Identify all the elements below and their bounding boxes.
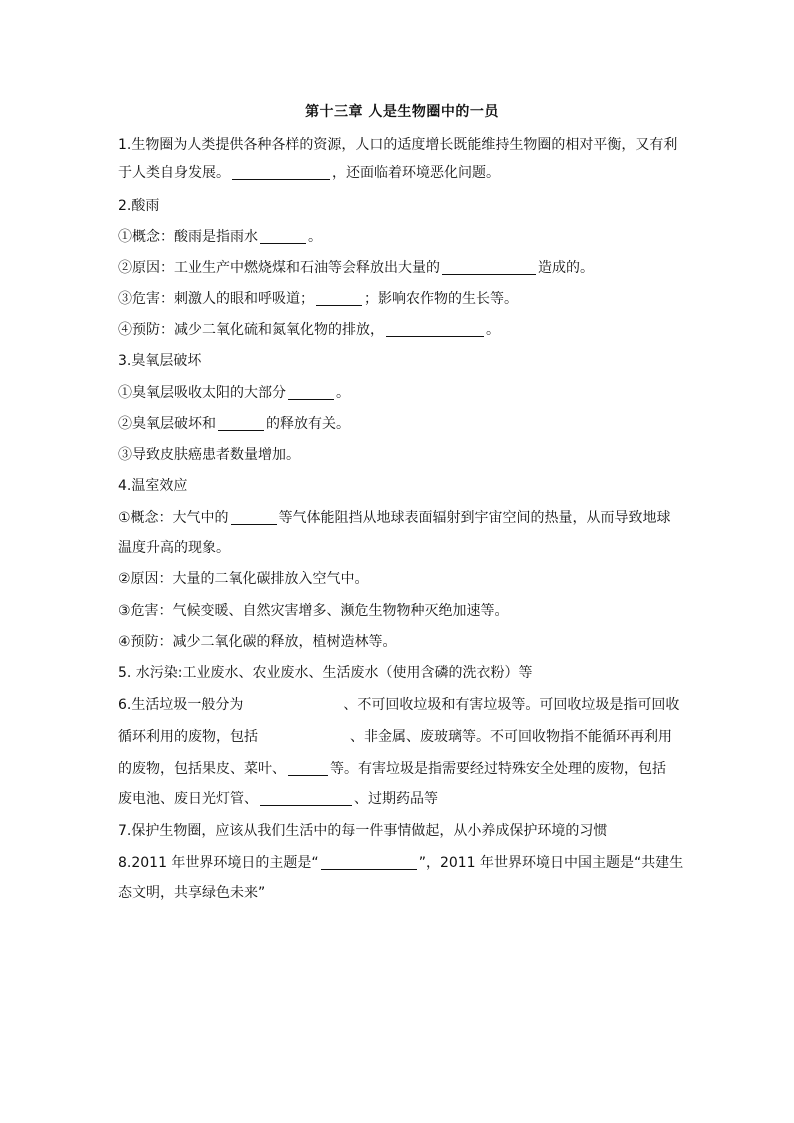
section-4-item-3: ③危害：气候变暖、自然灾害增多、濒危生物物种灭绝加速等。 <box>118 603 509 619</box>
section-4-item-1-cont: 温度升高的现象。 <box>118 540 230 556</box>
section-7-text: 7.保护生物圈，应该从我们生活中的每一件事情做起，从小养成保护环境的习惯 <box>118 823 608 839</box>
section-6-line-4: 废电池、废日光灯管、 、过期药品等 <box>118 791 438 807</box>
section-4-item-4: ④预防：减少二氧化碳的释放，植树造林等。 <box>118 634 397 650</box>
section-3-item-1: ①臭氧层吸收太阳的大部分 。 <box>118 385 350 401</box>
section-2-item-1: ①概念：酸雨是指雨水 。 <box>118 229 322 245</box>
section-6-line-2: 循环利用的废物，包括 、非金属、废玻璃等。不可回收物指不能循环再利用 <box>118 729 672 745</box>
section-2-item-4: ④预防：减少二氧化硫和氮氧化物的排放， 。 <box>118 322 500 338</box>
section-1-line-1: 1.生物圈为人类提供各种各样的资源，人口的适度增长既能维持生物圈的相对平衡，又有利 <box>118 137 678 153</box>
section-3-item-2: ②臭氧层破坏和 的释放有关。 <box>118 416 350 432</box>
answer-blank[interactable] <box>288 385 334 400</box>
section-6-line-3: 的废物，包括果皮、菜叶、 等。有害垃圾是指需要经过特殊安全处理的废物，包括 <box>118 761 666 777</box>
answer-blank[interactable] <box>260 791 352 806</box>
section-8-line-2: 态文明，共享绿色未来” <box>118 885 266 901</box>
section-2-heading: 2.酸雨 <box>118 198 160 214</box>
answer-blank[interactable] <box>218 416 264 431</box>
answer-blank[interactable] <box>321 855 417 870</box>
answer-blank[interactable] <box>316 291 362 306</box>
section-4-item-2: ②原因：大量的二氧化碳排放入空气中。 <box>118 571 369 587</box>
answer-blank[interactable] <box>260 229 306 244</box>
section-4-item-1: ①概念：大气中的 等气体能阻挡从地球表面辐射到宇宙空间的热量，从而导致地球 <box>118 510 671 526</box>
answer-blank[interactable] <box>288 761 328 776</box>
section-4-heading: 4.温室效应 <box>118 478 188 494</box>
section-2-item-2: ②原因：工业生产中燃烧煤和石油等会释放出大量的 造成的。 <box>118 260 594 276</box>
answer-blank[interactable] <box>232 165 330 180</box>
section-2-item-3: ③危害：刺激人的眼和呼吸道； ；影响农作物的生长等。 <box>118 291 518 307</box>
answer-blank[interactable] <box>442 260 536 275</box>
section-3-heading: 3.臭氧层破坏 <box>118 353 202 369</box>
section-1-line-2: 于人类自身发展。 ，还面临着环境恶化问题。 <box>118 165 500 181</box>
section-8-line-1: 8.2011 年世界环境日的主题是“ ”，2011 年世界环境日中国主题是“共建生 <box>118 855 684 871</box>
answer-blank[interactable] <box>231 510 277 525</box>
section-3-item-3: ③导致皮肤癌患者数量增加。 <box>118 447 300 463</box>
answer-blank[interactable] <box>386 322 484 337</box>
page-title: 第十三章 人是生物圈中的一员 <box>305 104 499 120</box>
section-6-line-1: 6.生活垃圾一般分为 、不可回收垃圾和有害垃圾等。可回收垃圾是指可回收 <box>118 697 680 713</box>
section-5-text: 5. 水污染:工业废水、农业废水、生活废水（使用含磷的洗衣粉）等 <box>118 665 533 681</box>
